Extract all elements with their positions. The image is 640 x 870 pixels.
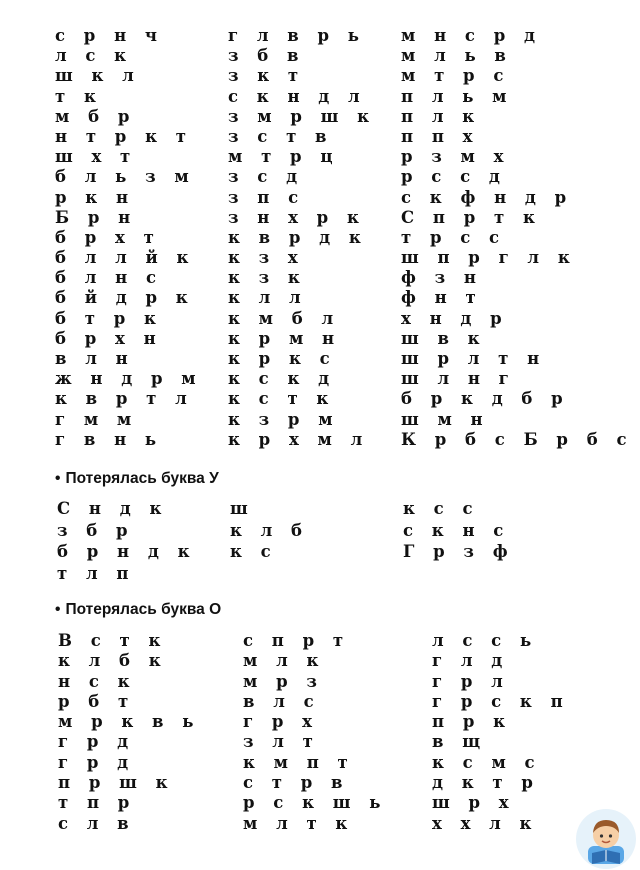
word: п л ь м (401, 86, 513, 106)
word: к р м н (228, 328, 341, 348)
word: л с с ь (432, 631, 538, 650)
word: С н д к (57, 499, 168, 518)
word: С п р т к (401, 207, 542, 227)
word: к с (230, 542, 278, 562)
word: з м р ш к (228, 106, 376, 126)
word: з б в (228, 46, 305, 66)
word: х х л к (432, 813, 538, 833)
word: ш р х (432, 793, 516, 813)
section3-column-3 (432, 631, 569, 834)
word: г р л (432, 671, 510, 691)
word: с к н д л (228, 86, 367, 106)
bullet: • (55, 470, 61, 487)
word: б р к д б р (401, 389, 570, 409)
word: п л к (401, 106, 481, 126)
word: ш в к (401, 328, 487, 348)
word: с к ф н д р (401, 187, 573, 207)
word: м т р с (401, 66, 510, 86)
word: к з к (228, 268, 307, 288)
word: р с с д (401, 167, 507, 187)
bullet: • (55, 601, 61, 618)
word: т р с с (401, 227, 506, 247)
word: б й д р к (55, 288, 195, 308)
word: к с т к (228, 389, 335, 409)
section3-column-1 (58, 631, 200, 834)
word: н т р к т (55, 126, 193, 146)
word: п п х (401, 126, 479, 146)
heading-text: Потерялась буква О (65, 601, 222, 618)
word: б л ь з м (55, 167, 196, 187)
section1-column-3 (401, 26, 633, 450)
word: м б р (55, 106, 136, 126)
word: г м м (55, 409, 138, 429)
section2-column-3 (403, 499, 514, 564)
word: к л б (230, 520, 309, 540)
section1-column-1 (55, 26, 202, 450)
word: ф н т (401, 288, 483, 308)
word: р к н (55, 187, 135, 207)
word: б р х т (55, 227, 161, 247)
word: м н с р д (401, 26, 542, 45)
word: к м б л (228, 308, 340, 328)
word: ш п р г л к (401, 248, 577, 268)
word: г л д (432, 651, 509, 671)
word: м р к в ь (58, 712, 200, 732)
word: т п р (58, 793, 136, 813)
word: д к т р (432, 773, 540, 793)
word: с р н ч (55, 26, 164, 45)
word: Б р н (55, 207, 137, 227)
word: з п с (228, 187, 305, 207)
word: м л ь в (401, 46, 513, 66)
word: к с с (403, 499, 479, 518)
word: з б р (57, 520, 135, 540)
word: ш х т (55, 147, 137, 167)
word: г р д (58, 732, 135, 752)
word: к з р м (228, 409, 340, 429)
word: п р к (432, 712, 512, 732)
word: м р з (243, 671, 324, 691)
word: р с к ш ь (243, 793, 387, 813)
word: ф з н (401, 268, 483, 288)
word: б р х н (55, 328, 163, 348)
word: ш р л т н (401, 349, 546, 368)
word: Г р з ф (403, 542, 515, 562)
word: к з х (228, 248, 305, 268)
word: с п р т (243, 631, 350, 650)
word: л с к (55, 46, 133, 66)
section2-column-1 (57, 499, 196, 586)
heading-text: Потерялась буква У (65, 470, 219, 487)
word: к с к д (228, 369, 336, 389)
word: з л т (243, 732, 320, 752)
word: к м п т (243, 752, 355, 772)
word: к р к с (228, 349, 337, 368)
word: т к (55, 86, 103, 106)
word: р з м х (401, 147, 510, 167)
word: к р х м л (228, 429, 369, 449)
word: к в р д к (228, 227, 368, 247)
word: т л п (57, 564, 135, 584)
word: р б т (58, 691, 135, 711)
word: н с к (58, 671, 137, 691)
word: м т р ц (228, 147, 340, 167)
word: г в н ь (55, 429, 163, 449)
word: г р х (243, 712, 319, 732)
word: з к т (228, 66, 305, 86)
word: ж н д р м (55, 369, 203, 389)
word: б л н с (55, 268, 163, 288)
word: в щ (432, 732, 487, 752)
word: м л к (243, 651, 325, 671)
word: г р с к п (432, 691, 570, 711)
word: б р н д к (57, 542, 197, 562)
section2-column-2 (230, 499, 309, 564)
word: з н х р к (228, 207, 366, 227)
word: с л в (58, 813, 136, 833)
word: В с т к (58, 631, 167, 650)
word: в л н (55, 349, 135, 368)
word: б т р к (55, 308, 163, 328)
word: к л б к (58, 651, 168, 671)
reading-child-icon (574, 806, 638, 870)
word: г р д (58, 752, 135, 772)
section-heading-o (55, 601, 221, 619)
word: с к н с (403, 520, 510, 540)
word: к в р т л (55, 389, 194, 409)
word: ш м н (401, 409, 490, 429)
word: г л в р ь (228, 26, 366, 45)
word: ш к л (55, 66, 141, 86)
word: м л т к (243, 813, 354, 833)
word: б л л й к (55, 248, 195, 268)
word: к л л (228, 288, 308, 308)
word: х н д р (401, 308, 509, 328)
word: к с м с (432, 752, 542, 772)
section-heading-u (55, 470, 219, 488)
word: в л с (243, 691, 321, 711)
section3-column-2 (243, 631, 387, 834)
word: п р ш к (58, 773, 174, 793)
word: з с т в (228, 126, 333, 146)
word: с т р в (243, 773, 350, 793)
word: ш (230, 499, 255, 518)
word: ш л н г (401, 369, 516, 389)
word: К р б с Б р б с (401, 429, 633, 449)
section1-column-2 (228, 26, 376, 450)
word: з с д (228, 167, 304, 187)
